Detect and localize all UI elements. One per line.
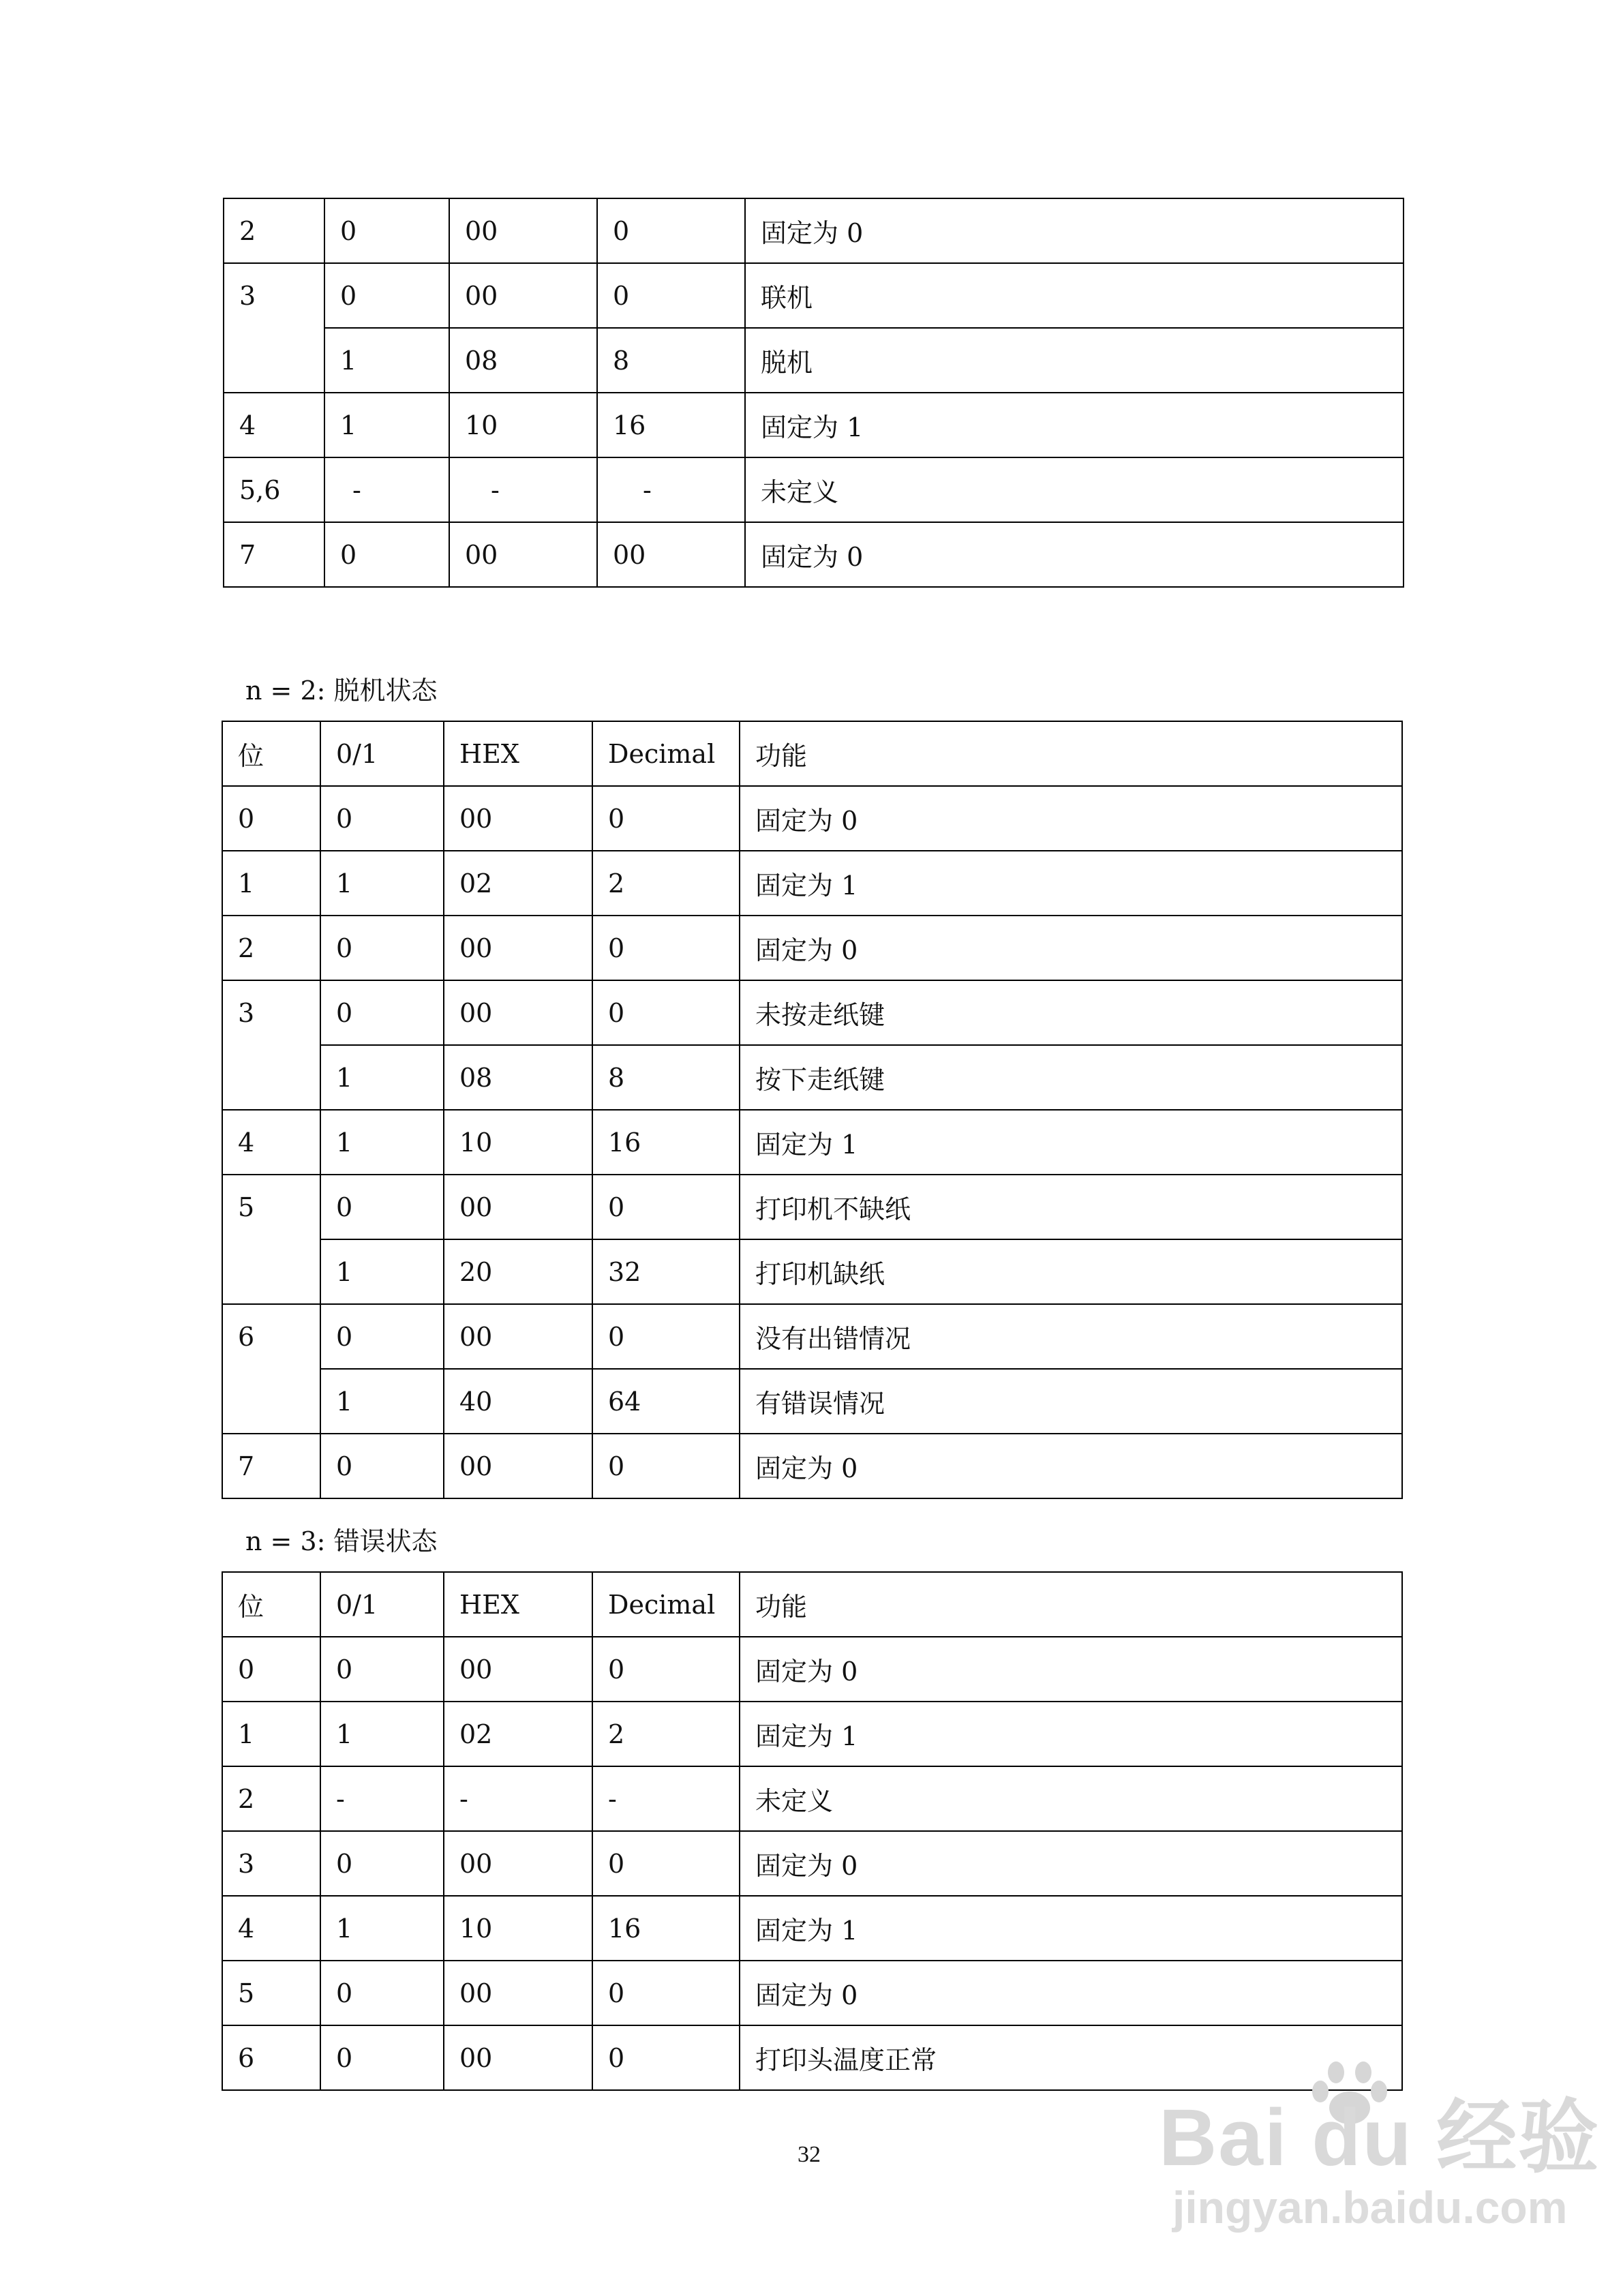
- table-row: [224, 328, 1404, 393]
- table-row: [222, 1766, 1402, 1831]
- hex-cell: 00: [444, 980, 592, 1045]
- header-bit: 位: [222, 1572, 320, 1637]
- decimal-cell: 2: [592, 1702, 740, 1766]
- table-row: [224, 393, 1404, 457]
- bit-cell: 2: [222, 916, 320, 980]
- decimal-cell: 0: [592, 916, 740, 980]
- hex-cell: 00: [444, 1434, 592, 1498]
- function-cell: 未定义: [745, 457, 1404, 522]
- value-cell: 1: [320, 851, 444, 916]
- function-cell: 固定为 0: [740, 1637, 1402, 1702]
- decimal-cell: 8: [597, 328, 745, 393]
- hex-cell: 10: [444, 1110, 592, 1175]
- table-row: [224, 198, 1404, 263]
- offline-status-caption: n = 2: 脱机状态: [245, 676, 438, 706]
- hex-cell: 02: [444, 851, 592, 916]
- table-header-row: [222, 1572, 1402, 1637]
- bit-cell: 0: [222, 786, 320, 851]
- function-cell: 未按走纸键: [740, 980, 1402, 1045]
- hex-cell: 40: [444, 1369, 592, 1434]
- function-cell: 固定为 1: [740, 1110, 1402, 1175]
- hex-cell: 00: [449, 198, 597, 263]
- bit-cell: 2: [222, 1766, 320, 1831]
- function-cell: 有错误情况: [740, 1369, 1402, 1434]
- function-cell: 固定为 0: [740, 1961, 1402, 2025]
- value-cell: 0: [320, 786, 444, 851]
- header-function: 功能: [740, 721, 1402, 786]
- decimal-cell: 16: [592, 1110, 740, 1175]
- decimal-cell: 0: [592, 1434, 740, 1498]
- decimal-cell: 8: [592, 1045, 740, 1110]
- function-cell: 未定义: [740, 1766, 1402, 1831]
- header-value: 0/1: [320, 1572, 444, 1637]
- bit-cell: 2: [224, 198, 324, 263]
- value-cell: 1: [320, 1896, 444, 1961]
- bit-cell: 5: [222, 1961, 320, 2025]
- value-cell: 1: [320, 1702, 444, 1766]
- decimal-cell: 32: [592, 1239, 740, 1304]
- bit-cell: 4: [222, 1110, 320, 1175]
- value-cell: 1: [320, 1110, 444, 1175]
- header-decimal: Decimal: [592, 721, 740, 786]
- bit-cell: 4: [224, 393, 324, 457]
- value-cell: 0: [320, 2025, 444, 2090]
- value-cell: 0: [324, 263, 449, 328]
- function-cell: 脱机: [745, 328, 1404, 393]
- decimal-cell: -: [597, 457, 745, 522]
- decimal-cell: 64: [592, 1369, 740, 1434]
- hex-cell: 00: [444, 2025, 592, 2090]
- value-cell: 1: [324, 328, 449, 393]
- value-cell: 0: [320, 1304, 444, 1369]
- table-row: [224, 263, 1404, 328]
- header-hex: HEX: [444, 1572, 592, 1637]
- table-row: [222, 980, 1402, 1045]
- hex-cell: 00: [444, 786, 592, 851]
- watermark-url: jingyan.baidu.com: [1172, 2182, 1568, 2233]
- function-cell: 固定为 0: [740, 786, 1402, 851]
- bit-cell: 4: [222, 1896, 320, 1961]
- bit-cell: 5,6: [224, 457, 324, 522]
- table-row: [224, 522, 1404, 587]
- table-row: [222, 1831, 1402, 1896]
- function-cell: 打印机缺纸: [740, 1239, 1402, 1304]
- function-cell: 没有出错情况: [740, 1304, 1402, 1369]
- decimal-cell: 0: [592, 1637, 740, 1702]
- value-cell: 0: [324, 522, 449, 587]
- decimal-cell: 0: [592, 1831, 740, 1896]
- hex-cell: 00: [444, 1831, 592, 1896]
- value-cell: 0: [320, 1175, 444, 1239]
- function-cell: 固定为 0: [745, 198, 1404, 263]
- value-cell: 0: [320, 1434, 444, 1498]
- header-bit: 位: [222, 721, 320, 786]
- function-cell: 固定为 1: [740, 1702, 1402, 1766]
- table-header-row: [222, 721, 1402, 786]
- hex-cell: 00: [449, 263, 597, 328]
- hex-cell: 08: [444, 1045, 592, 1110]
- table-row: [222, 1637, 1402, 1702]
- table-row: [222, 1239, 1402, 1304]
- decimal-cell: 0: [597, 198, 745, 263]
- hex-cell: 02: [444, 1702, 592, 1766]
- hex-cell: -: [449, 457, 597, 522]
- hex-cell: -: [444, 1766, 592, 1831]
- function-cell: 打印头温度正常: [740, 2025, 1402, 2090]
- function-cell: 固定为 0: [745, 522, 1404, 587]
- bit-cell: 6: [222, 2025, 320, 2090]
- bit-cell: 6: [222, 1304, 320, 1434]
- hex-cell: 00: [444, 1961, 592, 2025]
- function-cell: 按下走纸键: [740, 1045, 1402, 1110]
- table-row: [222, 1434, 1402, 1498]
- table-row: [222, 1369, 1402, 1434]
- table-row: [222, 1304, 1402, 1369]
- function-cell: 固定为 0: [740, 916, 1402, 980]
- decimal-cell: 0: [592, 2025, 740, 2090]
- decimal-cell: 2: [592, 851, 740, 916]
- table-row: [222, 1961, 1402, 2025]
- hex-cell: 10: [449, 393, 597, 457]
- hex-cell: 00: [444, 1304, 592, 1369]
- header-hex: HEX: [444, 721, 592, 786]
- value-cell: -: [320, 1766, 444, 1831]
- header-decimal: Decimal: [592, 1572, 740, 1637]
- bit-cell: 3: [224, 263, 324, 393]
- value-cell: 1: [320, 1045, 444, 1110]
- decimal-cell: 0: [592, 1961, 740, 2025]
- value-cell: 0: [320, 1637, 444, 1702]
- baidu-jingyan-watermark: [1132, 2059, 1609, 2263]
- bit-cell: 7: [224, 522, 324, 587]
- function-cell: 固定为 1: [745, 393, 1404, 457]
- hex-cell: 00: [449, 522, 597, 587]
- value-cell: 0: [324, 198, 449, 263]
- bit-cell: 7: [222, 1434, 320, 1498]
- watermark-logo: Bai du 经验: [1159, 2093, 1601, 2183]
- value-cell: 0: [320, 980, 444, 1045]
- hex-cell: 00: [444, 916, 592, 980]
- page-number: 32: [798, 2142, 821, 2167]
- function-cell: 固定为 0: [740, 1831, 1402, 1896]
- table-row: [222, 1702, 1402, 1766]
- decimal-cell: 0: [592, 1304, 740, 1369]
- decimal-cell: 16: [592, 1896, 740, 1961]
- bit-cell: 1: [222, 851, 320, 916]
- status-table-continued: [223, 198, 1404, 588]
- table-row: [222, 916, 1402, 980]
- header-function: 功能: [740, 1572, 1402, 1637]
- table-row: [222, 1110, 1402, 1175]
- value-cell: 1: [324, 393, 449, 457]
- table-row: [222, 1175, 1402, 1239]
- hex-cell: 00: [444, 1175, 592, 1239]
- decimal-cell: 0: [592, 1175, 740, 1239]
- error-status-table: [222, 1571, 1403, 2091]
- hex-cell: 20: [444, 1239, 592, 1304]
- decimal-cell: -: [592, 1766, 740, 1831]
- decimal-cell: 0: [592, 786, 740, 851]
- bit-cell: 3: [222, 980, 320, 1110]
- decimal-cell: 00: [597, 522, 745, 587]
- bit-cell: 3: [222, 1831, 320, 1896]
- bit-cell: 5: [222, 1175, 320, 1304]
- value-cell: 1: [320, 1239, 444, 1304]
- value-cell: -: [324, 457, 449, 522]
- table-row: [222, 851, 1402, 916]
- value-cell: 1: [320, 1369, 444, 1434]
- header-value: 0/1: [320, 721, 444, 786]
- decimal-cell: 0: [597, 263, 745, 328]
- offline-status-table: [222, 721, 1403, 1499]
- table-row: [222, 1045, 1402, 1110]
- function-cell: 固定为 1: [740, 851, 1402, 916]
- decimal-cell: 0: [592, 980, 740, 1045]
- value-cell: 0: [320, 916, 444, 980]
- value-cell: 0: [320, 1831, 444, 1896]
- value-cell: 0: [320, 1961, 444, 2025]
- function-cell: 联机: [745, 263, 1404, 328]
- decimal-cell: 16: [597, 393, 745, 457]
- error-status-caption: n = 3: 错误状态: [245, 1526, 438, 1556]
- table-row: [224, 457, 1404, 522]
- function-cell: 打印机不缺纸: [740, 1175, 1402, 1239]
- table-row: [222, 786, 1402, 851]
- bit-cell: 1: [222, 1702, 320, 1766]
- hex-cell: 10: [444, 1896, 592, 1961]
- bit-cell: 0: [222, 1637, 320, 1702]
- hex-cell: 00: [444, 1637, 592, 1702]
- function-cell: 固定为 1: [740, 1896, 1402, 1961]
- hex-cell: 08: [449, 328, 597, 393]
- table-row: [222, 1896, 1402, 1961]
- function-cell: 固定为 0: [740, 1434, 1402, 1498]
